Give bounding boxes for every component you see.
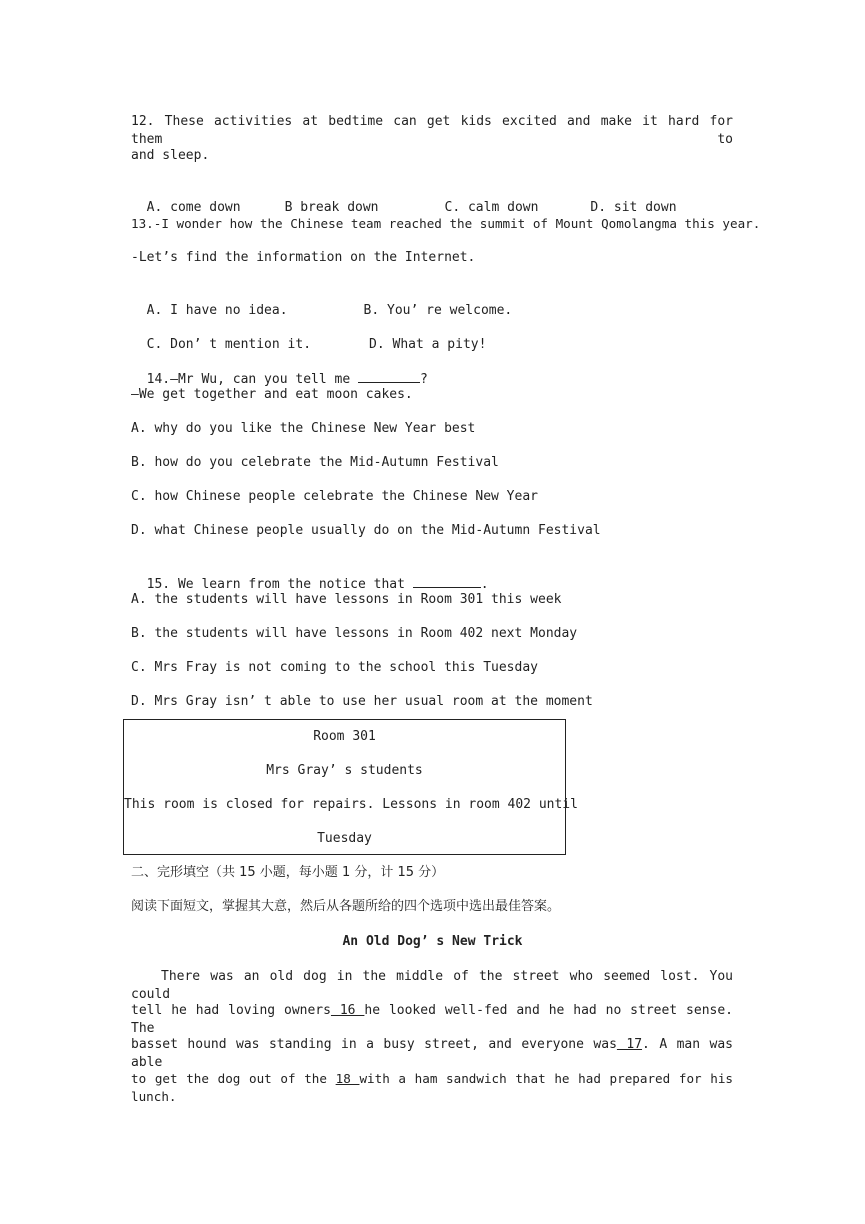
q14-option-c: C. how Chinese people celebrate the Chinese New Year bbox=[131, 489, 538, 504]
q12-stem-line2: and sleep. bbox=[131, 148, 210, 163]
q13-option-d: D. What a pity! bbox=[369, 337, 487, 352]
notice-closed-text: This room is closed for repairs. Lessons in room 402 until bbox=[124, 797, 578, 812]
q15-stem bbox=[131, 557, 489, 594]
blank-17: 17 bbox=[616, 1037, 643, 1052]
notice-box bbox=[123, 719, 578, 855]
q14-stem-text: 14.—Mr Wu, can you tell me bbox=[146, 372, 358, 387]
q14-option-b: B. how do you celebrate the Mid-Autumn Festival bbox=[131, 455, 499, 470]
q14-option-d: D. what Chinese people usually do on the Mid-Autumn Festival bbox=[131, 523, 601, 538]
q14-stem-end: ? bbox=[419, 372, 428, 387]
q15-answer-blank bbox=[413, 575, 481, 588]
passage-line1: There was an old dog in the middle of the street who seemed lost. You could bbox=[131, 969, 733, 1002]
passage-line4-text-b: with a ham sandwich that he had prepared for his lunch. bbox=[131, 1071, 734, 1104]
notice-until-text: Tuesday bbox=[317, 831, 372, 846]
q15-option-c: C. Mrs Fray is not coming to the school this Tuesday bbox=[131, 660, 538, 675]
q12-options bbox=[131, 181, 677, 217]
notice-students: Mrs Gray’ s students bbox=[266, 763, 423, 778]
q13-stem-line2: -Let’s find the information on the Internet. bbox=[131, 250, 476, 265]
q14-stem bbox=[131, 352, 428, 389]
q14-option-a: A. why do you like the Chinese New Year best bbox=[131, 421, 476, 436]
q12-stem-line1: 12. These activities at bedtime can get kids excited and make it hard for them to bbox=[131, 114, 733, 147]
q12-option-a: A. come down bbox=[146, 200, 241, 215]
q12-option-d: D. sit down bbox=[590, 200, 677, 215]
passage-line2-text-a: tell he had loving owners bbox=[131, 1003, 331, 1018]
q15-stem-end: . bbox=[480, 577, 489, 592]
passage-line3-text-b: . A man was able bbox=[131, 1037, 734, 1070]
passage-title: An Old Dog’ s New Trick bbox=[342, 934, 523, 949]
passage-line2 bbox=[131, 1002, 733, 1038]
section-heading: 二、完形填空（共 15 小题，每小题 1 分，计 15 分） bbox=[131, 865, 445, 880]
q14-answer-blank bbox=[358, 370, 420, 383]
q15-option-a: A. the students will have lessons in Room 301 this week bbox=[131, 592, 562, 607]
q13-option-a: A. I have no idea. bbox=[146, 303, 288, 318]
passage-line3 bbox=[131, 1036, 733, 1072]
q12-option-b: B break down bbox=[284, 200, 379, 215]
blank-16: 16 bbox=[330, 1003, 365, 1018]
q13-option-c: C. Don’ t mention it. bbox=[146, 337, 312, 352]
blank-18: 18 bbox=[335, 1071, 360, 1086]
q12-option-c: C. calm down bbox=[444, 200, 539, 215]
q13-options-ab bbox=[131, 284, 512, 320]
q15-option-b: B. the students will have lessons in Room 402 next Monday bbox=[131, 626, 578, 641]
q14-response: —We get together and eat moon cakes. bbox=[131, 387, 413, 402]
passage-line4 bbox=[131, 1070, 733, 1106]
passage-line4-text-a: to get the dog out of the bbox=[131, 1071, 336, 1086]
passage-line3-text-a: basset hound was standing in a busy street, and everyone was bbox=[131, 1037, 617, 1052]
q15-stem-text: 15. We learn from the notice that bbox=[146, 577, 413, 592]
notice-room: Room 301 bbox=[313, 729, 376, 744]
section-instruction: 阅读下面短文，掌握其大意，然后从各题所给的四个选项中选出最佳答案。 bbox=[131, 899, 561, 914]
q15-option-d: D. Mrs Gray isn’ t able to use her usual room at the moment bbox=[131, 694, 593, 709]
q13-options-cd bbox=[131, 318, 486, 354]
q13-option-b: B. You’ re welcome. bbox=[363, 303, 513, 318]
q13-stem-line1: 13.-I wonder how the Chinese team reached the summit of Mount Qomolangma this year. bbox=[131, 216, 761, 231]
passage-line2-text-b: he looked well-fed and he had no street sense. The bbox=[131, 1003, 733, 1036]
